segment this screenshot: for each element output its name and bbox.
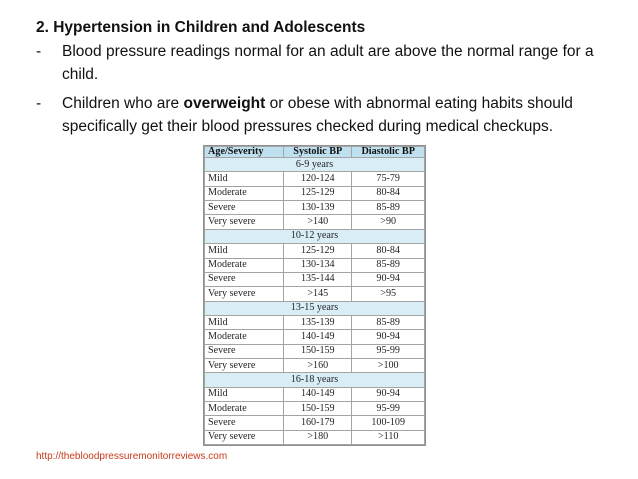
severity-cell: Mild: [205, 315, 284, 329]
table-header: [205, 147, 425, 158]
severity-cell: Moderate: [205, 186, 284, 200]
table-row: [205, 272, 425, 286]
age-group-label: 10-12 years: [205, 229, 425, 243]
table-row: [205, 201, 425, 215]
diastolic-cell: 75-79: [352, 172, 425, 186]
table-row: [205, 258, 425, 272]
table-row: [205, 215, 425, 229]
table-row: [205, 344, 425, 358]
severity-cell: Mild: [205, 387, 284, 401]
severity-cell: Severe: [205, 272, 284, 286]
diastolic-cell: >100: [352, 358, 425, 372]
table-row: [205, 387, 425, 401]
bullet-2: [36, 92, 606, 138]
systolic-cell: 150-159: [284, 401, 352, 415]
systolic-cell: 140-149: [284, 387, 352, 401]
age-group-label: 6-9 years: [205, 158, 425, 172]
severity-cell: Very severe: [205, 215, 284, 229]
table-body: [205, 158, 425, 445]
bullet-2-text-bold: overweight: [183, 95, 266, 112]
blood-pressure-table: [203, 145, 426, 446]
age-group-row: [205, 229, 425, 243]
age-group-row: [205, 301, 425, 315]
header-systolic-bp: Systolic BP: [284, 147, 352, 158]
systolic-cell: 160-179: [284, 416, 352, 430]
table-row: [205, 315, 425, 329]
systolic-cell: >180: [284, 430, 352, 444]
systolic-cell: 130-139: [284, 201, 352, 215]
systolic-cell: >140: [284, 215, 352, 229]
diastolic-cell: >110: [352, 430, 425, 444]
diastolic-cell: 90-94: [352, 272, 425, 286]
systolic-cell: 120-124: [284, 172, 352, 186]
bullet-1: [36, 40, 606, 86]
diastolic-cell: 85-89: [352, 258, 425, 272]
systolic-cell: >160: [284, 358, 352, 372]
severity-cell: Severe: [205, 344, 284, 358]
severity-cell: Severe: [205, 416, 284, 430]
systolic-cell: 140-149: [284, 330, 352, 344]
severity-cell: Mild: [205, 172, 284, 186]
diastolic-cell: 85-89: [352, 315, 425, 329]
severity-cell: Very severe: [205, 358, 284, 372]
severity-cell: Severe: [205, 201, 284, 215]
bullet-2-text-before: Children who are: [62, 95, 184, 112]
age-group-label: 13-15 years: [205, 301, 425, 315]
age-group-row: [205, 373, 425, 387]
severity-cell: Moderate: [205, 330, 284, 344]
systolic-cell: 150-159: [284, 344, 352, 358]
table-row: [205, 430, 425, 444]
bullet-1-text: Blood pressure readings normal for an adult are above the normal range for a child.: [62, 43, 594, 83]
diastolic-cell: >90: [352, 215, 425, 229]
systolic-cell: 125-129: [284, 186, 352, 200]
diastolic-cell: >95: [352, 287, 425, 301]
systolic-cell: 125-129: [284, 244, 352, 258]
bullet-2-text: [62, 92, 606, 138]
diastolic-cell: 80-84: [352, 244, 425, 258]
table-row: [205, 330, 425, 344]
table-row: [205, 287, 425, 301]
systolic-cell: 135-144: [284, 272, 352, 286]
header-diastolic-bp: Diastolic BP: [352, 147, 425, 158]
severity-cell: Mild: [205, 244, 284, 258]
severity-cell: Moderate: [205, 258, 284, 272]
diastolic-cell: 85-89: [352, 201, 425, 215]
header-age-severity: Age/Severity: [205, 147, 284, 158]
table-row: [205, 401, 425, 415]
severity-cell: Very severe: [205, 287, 284, 301]
table-header-row: [205, 147, 425, 158]
diastolic-cell: 80-84: [352, 186, 425, 200]
table-row: [205, 416, 425, 430]
systolic-cell: 135-139: [284, 315, 352, 329]
systolic-cell: 130-134: [284, 258, 352, 272]
severity-cell: Very severe: [205, 430, 284, 444]
bullet-2-dash: -: [36, 95, 42, 112]
severity-cell: Moderate: [205, 401, 284, 415]
blood-pressure-table-grid: [204, 146, 425, 445]
diastolic-cell: 95-99: [352, 344, 425, 358]
diastolic-cell: 95-99: [352, 401, 425, 415]
table-row: [205, 186, 425, 200]
age-group-label: 16-18 years: [205, 373, 425, 387]
diastolic-cell: 100-109: [352, 416, 425, 430]
bullet-2-text-after: or obese with abnormal eating habits should specifically get their blood pressures checked during medical checkups.: [62, 95, 573, 135]
slide-title: 2. Hypertension in Children and Adolescents: [36, 19, 366, 36]
age-group-row: [205, 158, 425, 172]
diastolic-cell: 90-94: [352, 387, 425, 401]
table-row: [205, 172, 425, 186]
source-url: http://thebloodpressuremonitorreviews.com: [36, 451, 228, 462]
systolic-cell: >145: [284, 287, 352, 301]
bullet-1-dash: -: [36, 43, 42, 60]
diastolic-cell: 90-94: [352, 330, 425, 344]
table-row: [205, 358, 425, 372]
table-row: [205, 244, 425, 258]
